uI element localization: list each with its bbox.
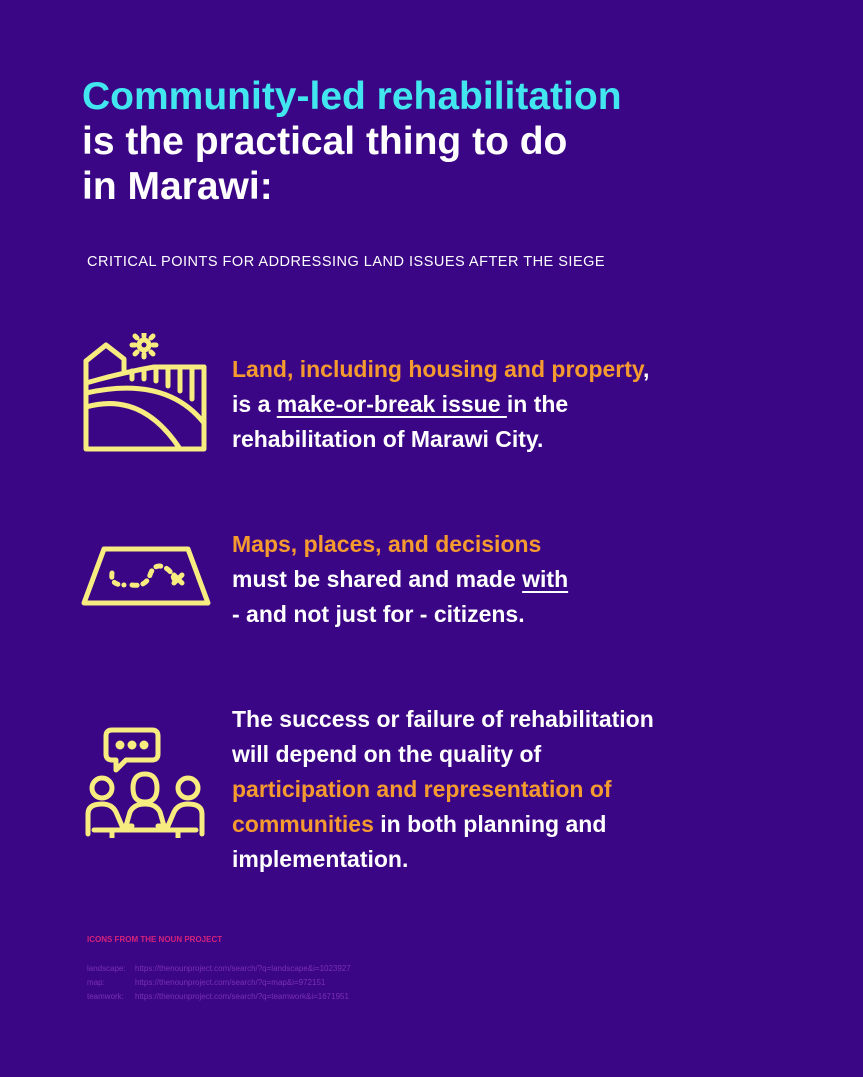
credit-landscape bbox=[87, 962, 351, 976]
teamwork-icon bbox=[82, 726, 208, 838]
icon-credits bbox=[87, 935, 351, 1004]
title-line-2: is the practical thing to do bbox=[82, 120, 568, 163]
credit-teamwork bbox=[87, 990, 351, 1004]
point-maps bbox=[232, 527, 568, 632]
page-subtitle: CRITICAL POINTS FOR ADDRESSING LAND ISSUES AFTER THE SIEGE bbox=[87, 254, 606, 270]
point-maps-text-a: must be shared and made bbox=[232, 566, 523, 592]
point-participation-line-1: The success or failure of rehabilitation bbox=[232, 706, 654, 732]
map-icon bbox=[80, 545, 212, 607]
point-land-text-b: in the bbox=[506, 391, 569, 417]
point-participation-highlight-2: communities bbox=[232, 811, 374, 837]
title-line-3: in Marawi: bbox=[82, 165, 273, 208]
point-participation-line-2: will depend on the quality of bbox=[232, 741, 542, 767]
point-maps-line-3: - and not just for - citizens. bbox=[232, 601, 525, 627]
credit-landscape-link[interactable]: https://thenounproject.com/search/?q=landscape&i=1023927 bbox=[135, 964, 351, 973]
point-land-text-a: is a bbox=[232, 391, 277, 417]
point-participation-highlight-1: participation and representation of bbox=[232, 776, 612, 802]
point-participation-line-4: in both planning and bbox=[373, 811, 607, 837]
credits-heading: ICONS FROM THE NOUN PROJECT bbox=[87, 935, 223, 944]
point-land-underlined: make-or-break issue bbox=[276, 391, 507, 417]
page-title bbox=[82, 74, 622, 209]
landscape-icon bbox=[80, 333, 208, 453]
point-maps-highlight: Maps, places, and decisions bbox=[232, 531, 542, 557]
point-land-line-3: rehabilitation of Marawi City. bbox=[232, 426, 544, 452]
title-line-1: Community-led rehabilitation bbox=[82, 75, 622, 118]
point-land-comma: , bbox=[643, 356, 650, 382]
point-maps-underlined: with bbox=[522, 566, 569, 592]
point-land bbox=[232, 352, 649, 457]
credit-map bbox=[87, 976, 351, 990]
point-land-highlight: Land, including housing and property bbox=[232, 356, 644, 382]
credit-teamwork-label: teamwork: bbox=[87, 992, 124, 1001]
point-participation bbox=[232, 702, 654, 877]
point-participation-line-5: implementation. bbox=[232, 846, 409, 872]
credit-landscape-label: landscape: bbox=[87, 964, 126, 973]
credit-teamwork-link[interactable]: https://thenounproject.com/search/?q=teamwork&i=1671951 bbox=[135, 992, 349, 1001]
credit-map-link[interactable]: https://thenounproject.com/search/?q=map&i=972151 bbox=[135, 978, 326, 987]
credit-map-label: map: bbox=[87, 978, 105, 987]
